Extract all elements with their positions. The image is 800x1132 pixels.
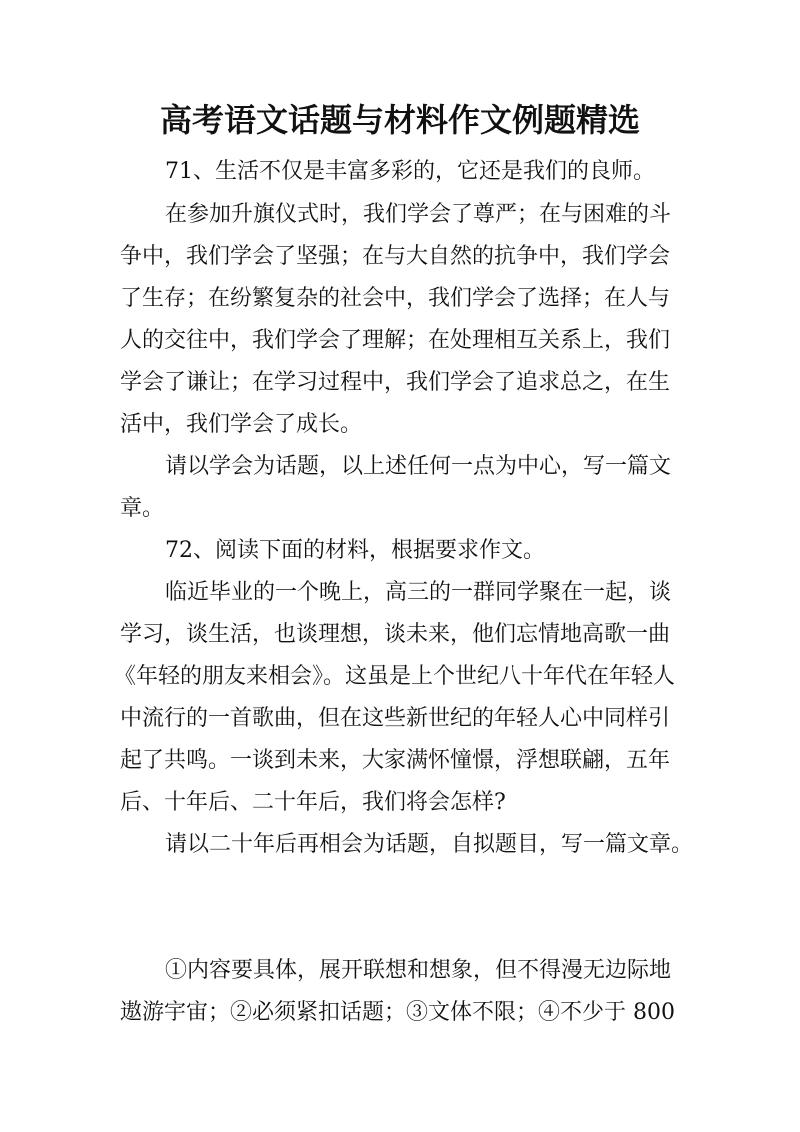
requirements-line: ①内容要具体，展开联想和想象，但不得漫无边际地 — [165, 958, 672, 983]
topic-71-heading: 71、生活不仅是丰富多彩的，它还是我们的良师。 — [165, 159, 655, 184]
paragraph-line: 学会了谦让；在学习过程中，我们学会了追求总之，在生 — [120, 370, 671, 395]
paragraph-line: 临近毕业的一个晚上，高三的一群同学聚在一起，谈 — [165, 580, 672, 605]
prompt-line: 请以二十年后再相会为话题，自拟题目，写一篇文章。 — [165, 832, 694, 857]
document-title: 高考语文话题与材料作文例题精选 — [159, 101, 640, 139]
paragraph-line: 《年轻的朋友来相会》。这虽是上个世纪八十年代在年轻人 — [114, 664, 676, 689]
paragraph-line: 后、十年后、二十年后，我们将会怎样? — [120, 790, 506, 815]
paragraph-line: 学习，谈生活，也谈理想，谈未来，他们忘情地高歌一曲 — [120, 622, 671, 647]
paragraph-line: 起了共鸣。一谈到未来，大家满怀憧憬，浮想联翩，五年 — [120, 748, 671, 773]
topic-72-heading: 72、阅读下面的材料，根据要求作文。 — [165, 538, 545, 563]
paragraph-line: 中流行的一首歌曲，但在这些新世纪的年轻人心中同样引 — [120, 706, 671, 731]
prompt-line: 章。 — [120, 496, 165, 521]
prompt-line: 请以学会为话题，以上述任何一点为中心，写一篇文 — [165, 454, 672, 479]
paragraph-line: 在参加升旗仪式时，我们学会了尊严；在与困难的斗 — [165, 202, 672, 227]
paragraph-line: 了生存；在纷繁复杂的社会中，我们学会了选择；在人与 — [120, 286, 671, 311]
paragraph-line: 争中，我们学会了坚强；在与大自然的抗争中，我们学会 — [120, 244, 671, 269]
requirements-line: 遨游宇宙；②必须紧扣话题；③文体不限；④不少于 800 — [120, 1000, 675, 1025]
paragraph-line: 活中，我们学会了成长。 — [120, 412, 363, 437]
paragraph-line: 人的交往中，我们学会了理解；在处理相互关系上，我们 — [120, 328, 671, 353]
